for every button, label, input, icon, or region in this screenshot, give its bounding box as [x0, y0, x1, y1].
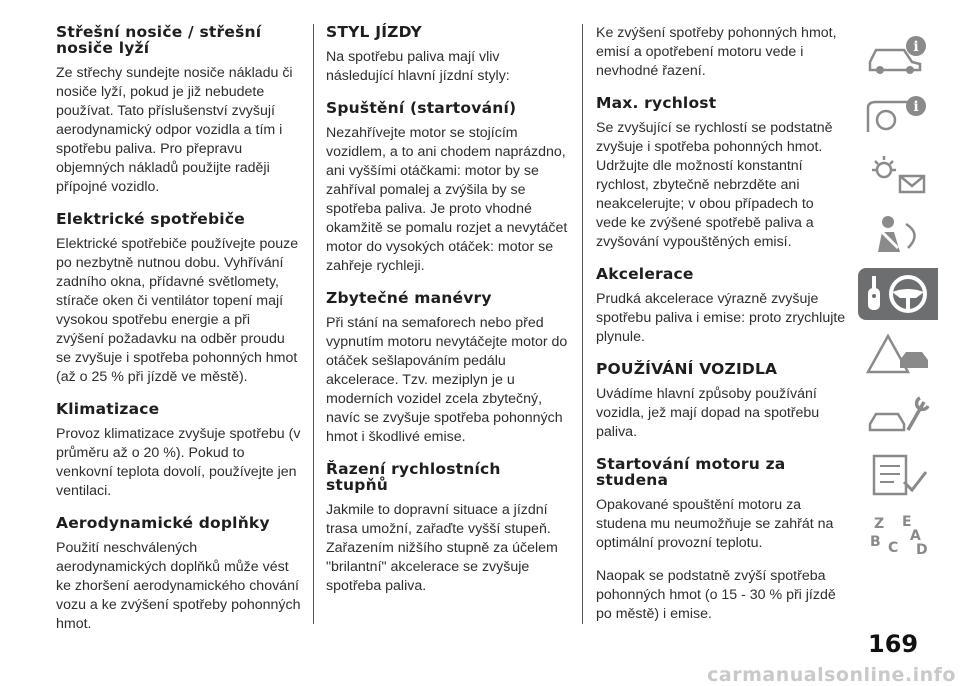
chapter-tabs-sidebar	[858, 28, 938, 568]
svg-text:C: C	[888, 540, 899, 556]
text-column-2	[326, 24, 568, 610]
body-paragraph: Provoz klimatizace zvyšuje spotřebu (v průměru až o 20 %). Pokud to venkovní teplota dovolí, používejte jen ventilaci.	[56, 426, 301, 499]
tab-lights-messages[interactable]	[858, 148, 938, 200]
svg-text:B: B	[870, 534, 881, 550]
svg-text:A: A	[910, 528, 921, 544]
svg-text:i: i	[913, 99, 919, 115]
body-paragraph: Ke zvýšení spotřeby pohonných hmot, emisí a opotřebení motoru vede i nevhodné řazení.	[596, 25, 837, 79]
column-divider	[313, 24, 314, 624]
body-paragraph: Uvádíme hlavní způsoby používání vozidla, jež mají dopad na spotřebu paliva.	[596, 386, 820, 440]
tab-safety[interactable]	[858, 208, 938, 260]
svg-text:E: E	[902, 514, 912, 530]
body-paragraph: Jakmile to dopravní situace a jízdní trasa umožní, zařaďte vyšší stupeň. Zařazením nižšího stupně za účelem "brilantní" akcelerace se zvyšuje spotřeba paliva.	[326, 502, 558, 594]
section-heading: Elektrické spotřebiče	[56, 210, 245, 228]
body-paragraph: Elektrické spotřebiče používejte pouze po nezbytně nutnou dobu. Vyhřívání zadního okna, přídavné světlomety, stírače oken či ventilátor topení mají vysokou spotřebu energie a při zvýšení požadavku na odběr proudu se zvyšuje i spotřeba pohonných hmot (až o 25 % při jízdě ve městě).	[56, 236, 299, 385]
svg-text:Z: Z	[874, 516, 885, 532]
key-steering-wheel-icon	[864, 272, 934, 316]
tab-maintenance[interactable]	[858, 388, 938, 440]
svg-text:D: D	[916, 542, 928, 556]
car-info-icon	[864, 32, 934, 76]
section-heading: Akcelerace	[596, 265, 694, 283]
body-paragraph: Naopak se podstatně zvýší spotřeba pohonných hmot (o 15 - 30 % při jízdě po městě) i emise.	[596, 568, 836, 622]
tab-starting-driving[interactable]	[858, 268, 938, 320]
section-heading: STYL JÍZDY	[326, 23, 422, 41]
body-paragraph: Použití neschválených aerodynamických doplňků může vést ke zhoršení aerodynamického chování vozu a ke zvýšení spotřeby pohonných hmot.	[56, 540, 301, 632]
section-heading: Startování motoru za studena	[596, 455, 786, 489]
tab-emergency[interactable]	[858, 328, 938, 380]
body-paragraph: Se zvyšující se rychlostí se podstatně zvyšuje i spotřeba pohonných hmot. Udržujte dle možností konstantní rychlost, zbytečně nebrzděte ani neakcelerujte; v obou případech to vede ke zvýšené spotřebě paliva a zvyšování vypouštěných emisí.	[596, 120, 833, 250]
body-paragraph: Prudká akcelerace výrazně zvyšuje spotřebu paliva i emise: proto zrychlujte plynule.	[596, 291, 846, 345]
warning-triangle-car-icon	[864, 332, 934, 376]
section-heading: Aerodynamické doplňky	[56, 514, 270, 532]
body-paragraph: Ze střechy sundejte nosiče nákladu či nosiče lyží, pokud je již nebudete používat. Tato příslušenství zvyšují aerodynamický odpor vozidla a tím i spotřebu paliva. Pro přepravu objemných nákladů použijte raději přípojné vozidlo.	[56, 65, 293, 195]
tab-technical-data[interactable]	[858, 448, 938, 500]
page-number: 169	[868, 630, 919, 658]
section-heading: Max. rychlost	[596, 94, 717, 112]
wrench-car-icon	[864, 392, 934, 436]
tab-dashboard-info[interactable]	[858, 88, 938, 140]
lights-envelope-icon	[864, 152, 934, 196]
section-heading: Řazení rychlostních stupňů	[326, 460, 501, 494]
tab-car-info[interactable]	[858, 28, 938, 80]
text-column-3	[596, 24, 846, 638]
body-paragraph: Opakované spouštění motoru za studena mu neumožňuje se zahřát na optimální provozní teplotu.	[596, 497, 834, 551]
dashboard-info-icon	[864, 92, 934, 136]
text-column-1	[56, 24, 302, 648]
body-paragraph: Na spotřebu paliva mají vliv následující hlavní jízdní styly:	[326, 49, 510, 84]
alphabetical-index-icon	[864, 512, 934, 556]
tab-index[interactable]	[858, 508, 938, 560]
section-heading: POUŽÍVÁNÍ VOZIDLA	[596, 360, 778, 378]
body-paragraph: Nezahřívejte motor se stojícím vozidlem, a to ani chodem naprázdno, ani vyššími otáčkami: motor by se zahříval pomalej a zvýšila by se spotřeba paliva. Je proto vhodné okamžitě se pomalu rozjet a nevytáčet motor do vysokých otáček: motor se zahřeje rychleji.	[326, 125, 568, 274]
body-paragraph: Při stání na semaforech nebo před vypnutím motoru nevytáčejte motor do otáček sešlapováním pedálu akcelerace. Tzv. meziplyn je u moderních vozidel zcela zbytečný, navíc se zvyšuje spotřeba pohonných hmot i škodlivé emise.	[326, 315, 568, 445]
airbag-seatbelt-icon	[864, 212, 934, 256]
section-heading: Klimatizace	[56, 400, 160, 418]
section-heading: Spuštění (startování)	[326, 99, 517, 117]
column-divider	[582, 24, 583, 624]
maintenance-checklist-icon	[864, 452, 934, 496]
svg-text:i: i	[913, 39, 919, 55]
section-heading: Střešní nosiče / střešní nosiče lyží	[56, 23, 262, 57]
section-heading: Zbytečné manévry	[326, 289, 492, 307]
watermark: carmanualsonline.info	[707, 664, 956, 686]
